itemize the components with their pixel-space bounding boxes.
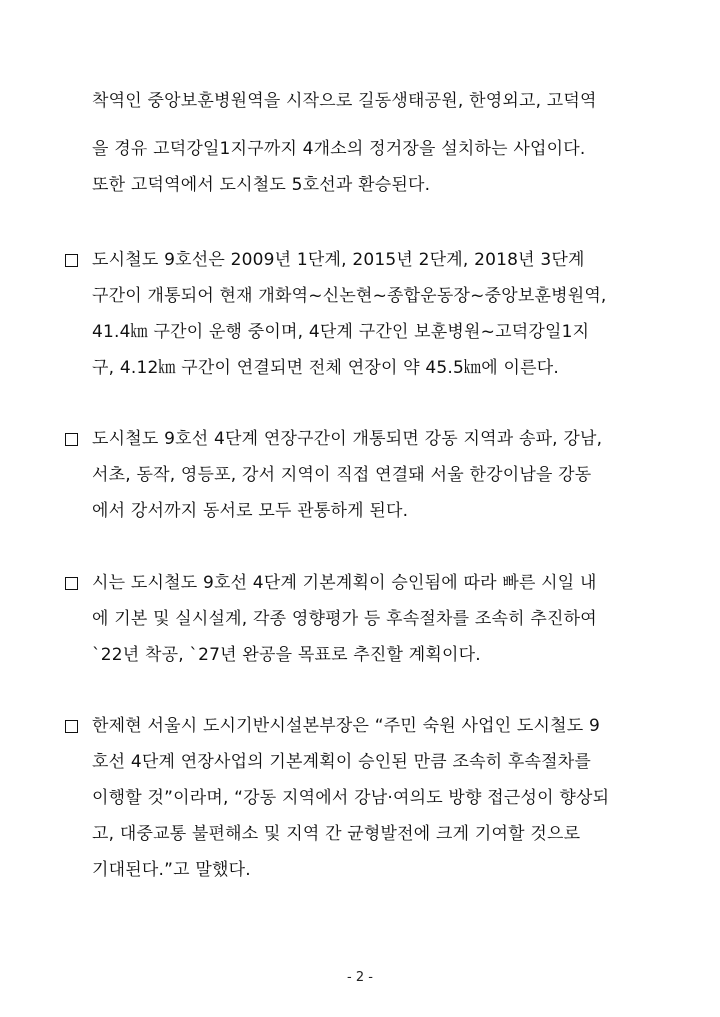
text-line: 기대된다.”고 말했다. xyxy=(92,860,251,880)
text-line: 호선 4단계 연장사업의 기본계획이 승인된 만큼 조속히 후속절차를 xyxy=(92,752,592,772)
text-line: 시는 도시철도 9호선 4단계 기본계획이 승인됨에 따라 빠른 시일 내 xyxy=(92,573,597,593)
text-line: 구, 4.12㎞ 구간이 연결되면 전체 연장이 약 45.5㎞에 이른다. xyxy=(92,358,559,378)
text-line: 에 기본 및 실시설계, 각종 영향평가 등 후속절차를 조속히 추진하여 xyxy=(92,609,597,629)
text-line: 에서 강서까지 동서로 모두 관통하게 된다. xyxy=(92,501,409,521)
text-line: 고, 대중교통 불편해소 및 지역 간 균형발전에 크게 기여할 것으로 xyxy=(92,824,581,844)
text-line: 한제현 서울시 도시기반시설본부장은 “주민 숙원 사업인 도시철도 9 xyxy=(92,716,601,736)
text-line: 41.4㎞ 구간이 운행 중이며, 4단계 구간인 보훈병원~고덕강일1지 xyxy=(92,322,590,342)
page-number: - 2 - xyxy=(347,970,373,985)
text-line: 착역인 중앙보훈병원역을 시작으로 길동생태공원, 한영외고, 고덕역 xyxy=(92,91,597,111)
checkbox-square-icon xyxy=(65,720,78,733)
text-line: 을 경유 고덕강일1지구까지 4개소의 정거장을 설치하는 사업이다. xyxy=(92,139,586,159)
text-line: 도시철도 9호선 4단계 연장구간이 개통되면 강동 지역과 송파, 강남, xyxy=(92,429,603,449)
text-line: 도시철도 9호선은 2009년 1단계, 2015년 2단계, 2018년 3단계 xyxy=(92,250,585,270)
text-line: `22년 착공, `27년 완공을 목표로 추진할 계획이다. xyxy=(92,645,481,665)
text-line: 구간이 개통되어 현재 개화역~신논현~종합운동장~중앙보훈병원역, xyxy=(92,286,607,306)
checkbox-square-icon xyxy=(65,254,78,267)
text-line: 서초, 동작, 영등포, 강서 지역이 직접 연결돼 서울 한강이남을 강동 xyxy=(92,465,592,485)
text-line: 또한 고덕역에서 도시철도 5호선과 환승된다. xyxy=(92,175,431,195)
text-line: 이행할 것”이라며, “강동 지역에서 강남·여의도 방향 접근성이 향상되 xyxy=(92,788,610,808)
checkbox-square-icon xyxy=(65,577,78,590)
checkbox-square-icon xyxy=(65,433,78,446)
